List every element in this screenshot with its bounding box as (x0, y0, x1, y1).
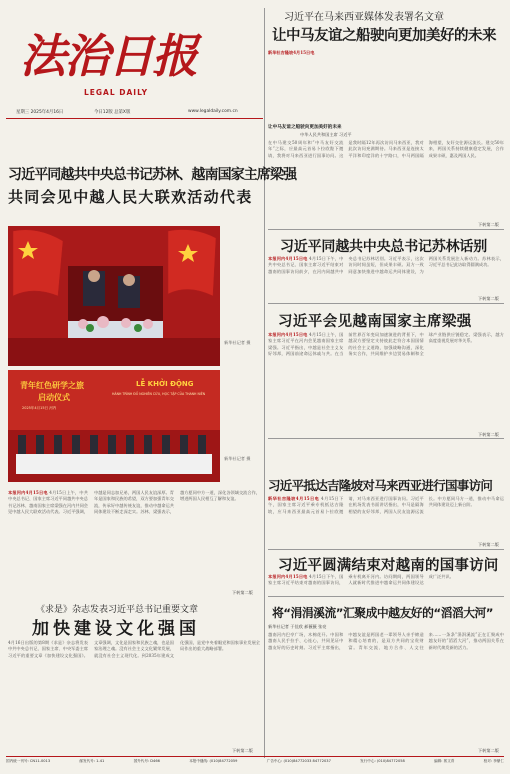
kl-body (268, 496, 504, 542)
commentary-byline: 新华社记者 于佳欣 郝薇薇 张亮 (268, 624, 327, 629)
divider-2 (268, 303, 504, 304)
banner-cn2: 启动仪式 (38, 393, 70, 402)
bottom-photo (8, 370, 220, 482)
suling-body (268, 256, 504, 296)
vn-end-body (268, 574, 504, 594)
kl-body-text: 4月15日下午，国家主席习近平乘专机抵达吉隆坡，应马来西亚最高元首易卜拉欣邀请，对马来西亚进行国事访问。习近平在机场发表书面讲话指出，中马是隔海相望的友好邻邦，两国人民友谊源远流长。中方愿同马方一道，推动中马命运共同体建设迈上新台阶。 (268, 496, 504, 514)
lead-headline-line2: 共同会见中越人民大联欢活动代表 (8, 188, 253, 206)
qiushi-continue[interactable]: 下转第二版 (232, 748, 253, 753)
footer-item: 发行中心: (010)84772058 (360, 759, 405, 763)
footer-item: 编辑: 郭文青 (434, 759, 455, 763)
divider-5 (268, 596, 504, 597)
banner-vn2: HÀNH TRÌNH ĐỎ NGHIÊN CỨU, HỌC TẬP CỦA THANH NIÊN (112, 392, 206, 396)
commentary-body: 越南河内巴亭广场，木棉花开。中国和越南人民手拉手、心连心，共同见证中越友好的历史时刻。习近平主席指出，中越友谊是两国老一辈领导人亲手缔造和精心培育的，是双方共同的宝贵财富。青年交流、地方合作、人文往来……一条条“涓涓溪流”正在汇聚成中越友好的“滔滔大河”，推动两国关系在新时代焕发新的活力。 (268, 632, 504, 650)
footer-item: 邮发代号: 1-41 (79, 759, 105, 763)
kl-continue[interactable]: 下转第二版 (478, 542, 499, 547)
kl-headline: 习近平抵达吉隆坡对马来西亚进行国事访问 (268, 478, 493, 493)
divider-1 (268, 229, 504, 230)
signed-continue[interactable]: 下转第二版 (478, 222, 499, 227)
signed-dateline: 新华社吉隆坡4月15日电 (268, 50, 315, 55)
lead-dateline: 本报河内4月15日电 (8, 490, 48, 495)
masthead (6, 6, 268, 118)
masthead-rule (6, 118, 263, 119)
signed-inner-sub: 中华人民共和国主席 习近平 (300, 132, 352, 137)
lead-continue[interactable]: 下转第二版 (232, 590, 253, 595)
top-photo-caption: 新华社记者 摄 (224, 340, 251, 345)
suling-continue[interactable]: 下转第二版 (478, 296, 499, 301)
footer-item: 国内统一刊号: CN11-0013 (6, 759, 51, 763)
bottom-photo-caption: 新华社记者 摄 (224, 456, 251, 461)
signed-body-left (268, 50, 346, 110)
lq-continue[interactable]: 下转第二版 (478, 432, 499, 437)
top-photo-scene (8, 226, 220, 366)
footer-item: 国外代号: D466 (133, 759, 160, 763)
divider-3 (268, 438, 504, 439)
banner-date: 2025年4月15日 河内 (22, 406, 57, 410)
lq-dateline: 本报河内4月15日电 (268, 332, 308, 337)
banner-cn: 青年红色研学之旅 (20, 381, 84, 390)
lead-body-text: 4月15日上午，中共中央总书记、国家主席习近平同越共中央总书记苏林、越南国家主席梁强在河内共同会见中越人民大联欢活动代表。习近平强调，中越是同志加兄弟，两国人民友谊深厚。青年是国家和民族的希望，双方要加强青年交流，传承好中越传统友谊，推动中越命运共同体建设不断走深走实。苏林、梁强表示，越方愿同中方一道，深化各领域交流合作，增进两国人民相互了解和友谊。 (8, 490, 260, 514)
commentary-headline: 将“涓涓溪流”汇聚成中越友好的“滔滔大河” (272, 606, 494, 620)
lq-body (268, 332, 504, 432)
footer-rule (6, 756, 504, 757)
suling-headline: 习近平同越共中央总书记苏林话别 (280, 239, 487, 255)
masthead-url[interactable]: www.legaldaily.com.cn (188, 109, 238, 114)
footer-item: 本报中缝线: (010)84772059 (189, 759, 238, 763)
suling-body-text: 4月15日下午，中共中央总书记、国家主席习近平结束对越南的国事访问前夕，在河内同越共中央总书记苏林话别。习近平表示，这次访问时间虽短，但成果丰硕。双方一致同意加快推进中越命运共同体建设，为两国关系发展注入新动力。苏林表示，习近平总书记此访取得圆满成功。 (268, 256, 504, 274)
qiushi-body: 4月16日出版的第8期《求是》杂志将发表中共中央总书记、国家主席、中央军委主席习近平的重要文章《加快建设文化强国》。文章强调，文化是国家和民族之魂，也是国家治理之魂。没有社会主义文化繁荣发展，就没有社会主义现代化。到2035年建成文化强国，是党中央着眼党和国家事业发展全局作出的重大战略部署。 (8, 640, 260, 658)
footer (6, 759, 504, 769)
masthead-subtitle: LEGAL DAILY (84, 88, 149, 97)
signed-kicker: 习近平在马来西亚媒体发表署名文章 (284, 12, 444, 23)
vn-end-headline: 习近平圆满结束对越南的国事访问 (278, 558, 499, 574)
vn-end-body-text: 4月15日下午，国家主席习近平结束对越南的国事访问，乘专机离开河内。访问期间，两国领导人就新时代推进中越命运共同体建设达成广泛共识。 (268, 574, 454, 586)
suling-dateline: 本报河内4月15日电 (268, 256, 308, 261)
kl-dateline: 新华社吉隆坡4月15日电 (268, 496, 320, 501)
banner-vn: LỄ KHỞI ĐỘNG (136, 380, 194, 388)
signed-body: 在中马建交50周年和“中马友好交流年”之际，应最高元首易卜拉欣陛下邀请，我将对马来西亚进行国事访问。这是我时隔12年再次访问马来西亚，我对此次访问充满期待。马来西亚是连接太平洋和印度洋的十字路口，中马两国隔海相望，友好交往源远流长。建交50年来，两国关系持续健康稳定发展，合作成果丰硕，惠及两国人民。 (268, 140, 504, 158)
commentary-continue[interactable]: 下转第二版 (478, 748, 499, 753)
signed-inner-title: 让中马友谊之船驶向更加美好的未来 (268, 125, 342, 130)
masthead-pages: 今日12版 总第X版 (94, 110, 131, 115)
top-photo (8, 226, 220, 366)
signed-headline: 让中马友谊之船驶向更加美好的未来 (272, 28, 496, 44)
lq-body-text: 4月15日上午，国家主席习近平在河内会见越南国家主席梁强。习近平指出，中越是社会主义友好邻邦，两国前途命运休戚与共。在当前世界百年变局加速演进的背景下，中越双方要坚定支持彼此走符合本国国情的社会主义道路，加强战略沟通，深化务实合作，共同维护多边贸易体制和全球产业链供应链稳定。梁强表示，越方高度重视发展对华关系。 (268, 332, 504, 356)
lead-body (8, 490, 260, 590)
column-divider (264, 8, 265, 758)
masthead-title: 法治日报 (20, 29, 196, 83)
lq-headline: 习近平会见越南国家主席梁强 (278, 314, 472, 330)
divider-4 (268, 549, 504, 550)
qiushi-headline: 加快建设文化强国 (32, 619, 200, 639)
qiushi-kicker: 《求是》杂志发表习近平总书记重要文章 (36, 605, 199, 615)
masthead-date: 星期三 2025年4月16日 (16, 110, 64, 115)
vn-end-dateline: 本报河内4月15日电 (268, 574, 308, 579)
lead-headline-line1: 习近平同越共中央总书记苏林、越南国家主席梁强 (8, 167, 297, 183)
footer-item: 广告中心: (010)84772033 84772037 (266, 759, 331, 763)
footer-item: 校对: 李鼎仁 (483, 759, 504, 763)
